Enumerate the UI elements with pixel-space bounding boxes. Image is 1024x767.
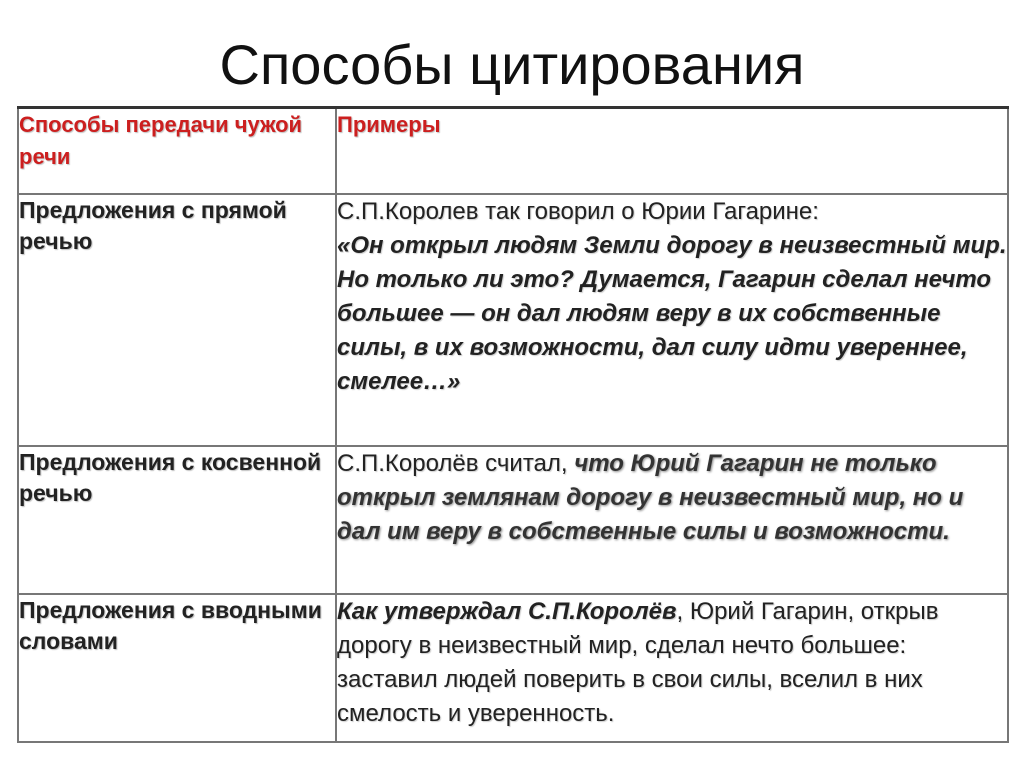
example-quote: «Он открыл людям Земли дорогу в неизвестный мир. Но только ли это? Думается, Гагарин сделал нечто большее — он дал людям веру в их собственные силы, в их возможности, дал силу идти увереннее, смелее…» xyxy=(337,232,1007,395)
example-direct-speech xyxy=(336,194,1008,446)
row-label-indirect-speech: Предложения с косвенной речью xyxy=(18,446,336,594)
page-title: Способы цитирования xyxy=(219,33,805,96)
row-label-parenthetical-words: Предложения с вводными словами xyxy=(18,594,336,742)
header-methods: Способы передачи чужой речи xyxy=(18,108,336,195)
row-label-direct-speech: Предложения с прямой речью xyxy=(18,194,336,446)
table-row xyxy=(18,194,1008,446)
example-intro: Как утверждал С.П.Королёв xyxy=(337,598,677,625)
example-intro: С.П.Королёв считал, xyxy=(337,450,568,477)
example-parenthetical-words xyxy=(336,594,1008,742)
citation-methods-table xyxy=(17,106,1009,743)
example-intro: С.П.Королев так говорил о Юрии Гагарине: xyxy=(337,198,819,225)
example-indirect-speech xyxy=(336,446,1008,594)
table-row xyxy=(18,446,1008,594)
table-row xyxy=(18,594,1008,742)
header-examples: Примеры xyxy=(336,108,1008,195)
example-quote: , Юрий Гагарин, открыв дорогу в неизвестный мир, сделал нечто большее: заставил людей поверить в свои силы, вселил в них смелость и уверенность. xyxy=(337,598,939,727)
example-quote: что Юрий Гагарин не только открыл землянам дорогу в неизвестный мир, но и дал им веру в собственные силы и возможности. xyxy=(337,450,964,545)
table-header-row xyxy=(18,108,1008,195)
